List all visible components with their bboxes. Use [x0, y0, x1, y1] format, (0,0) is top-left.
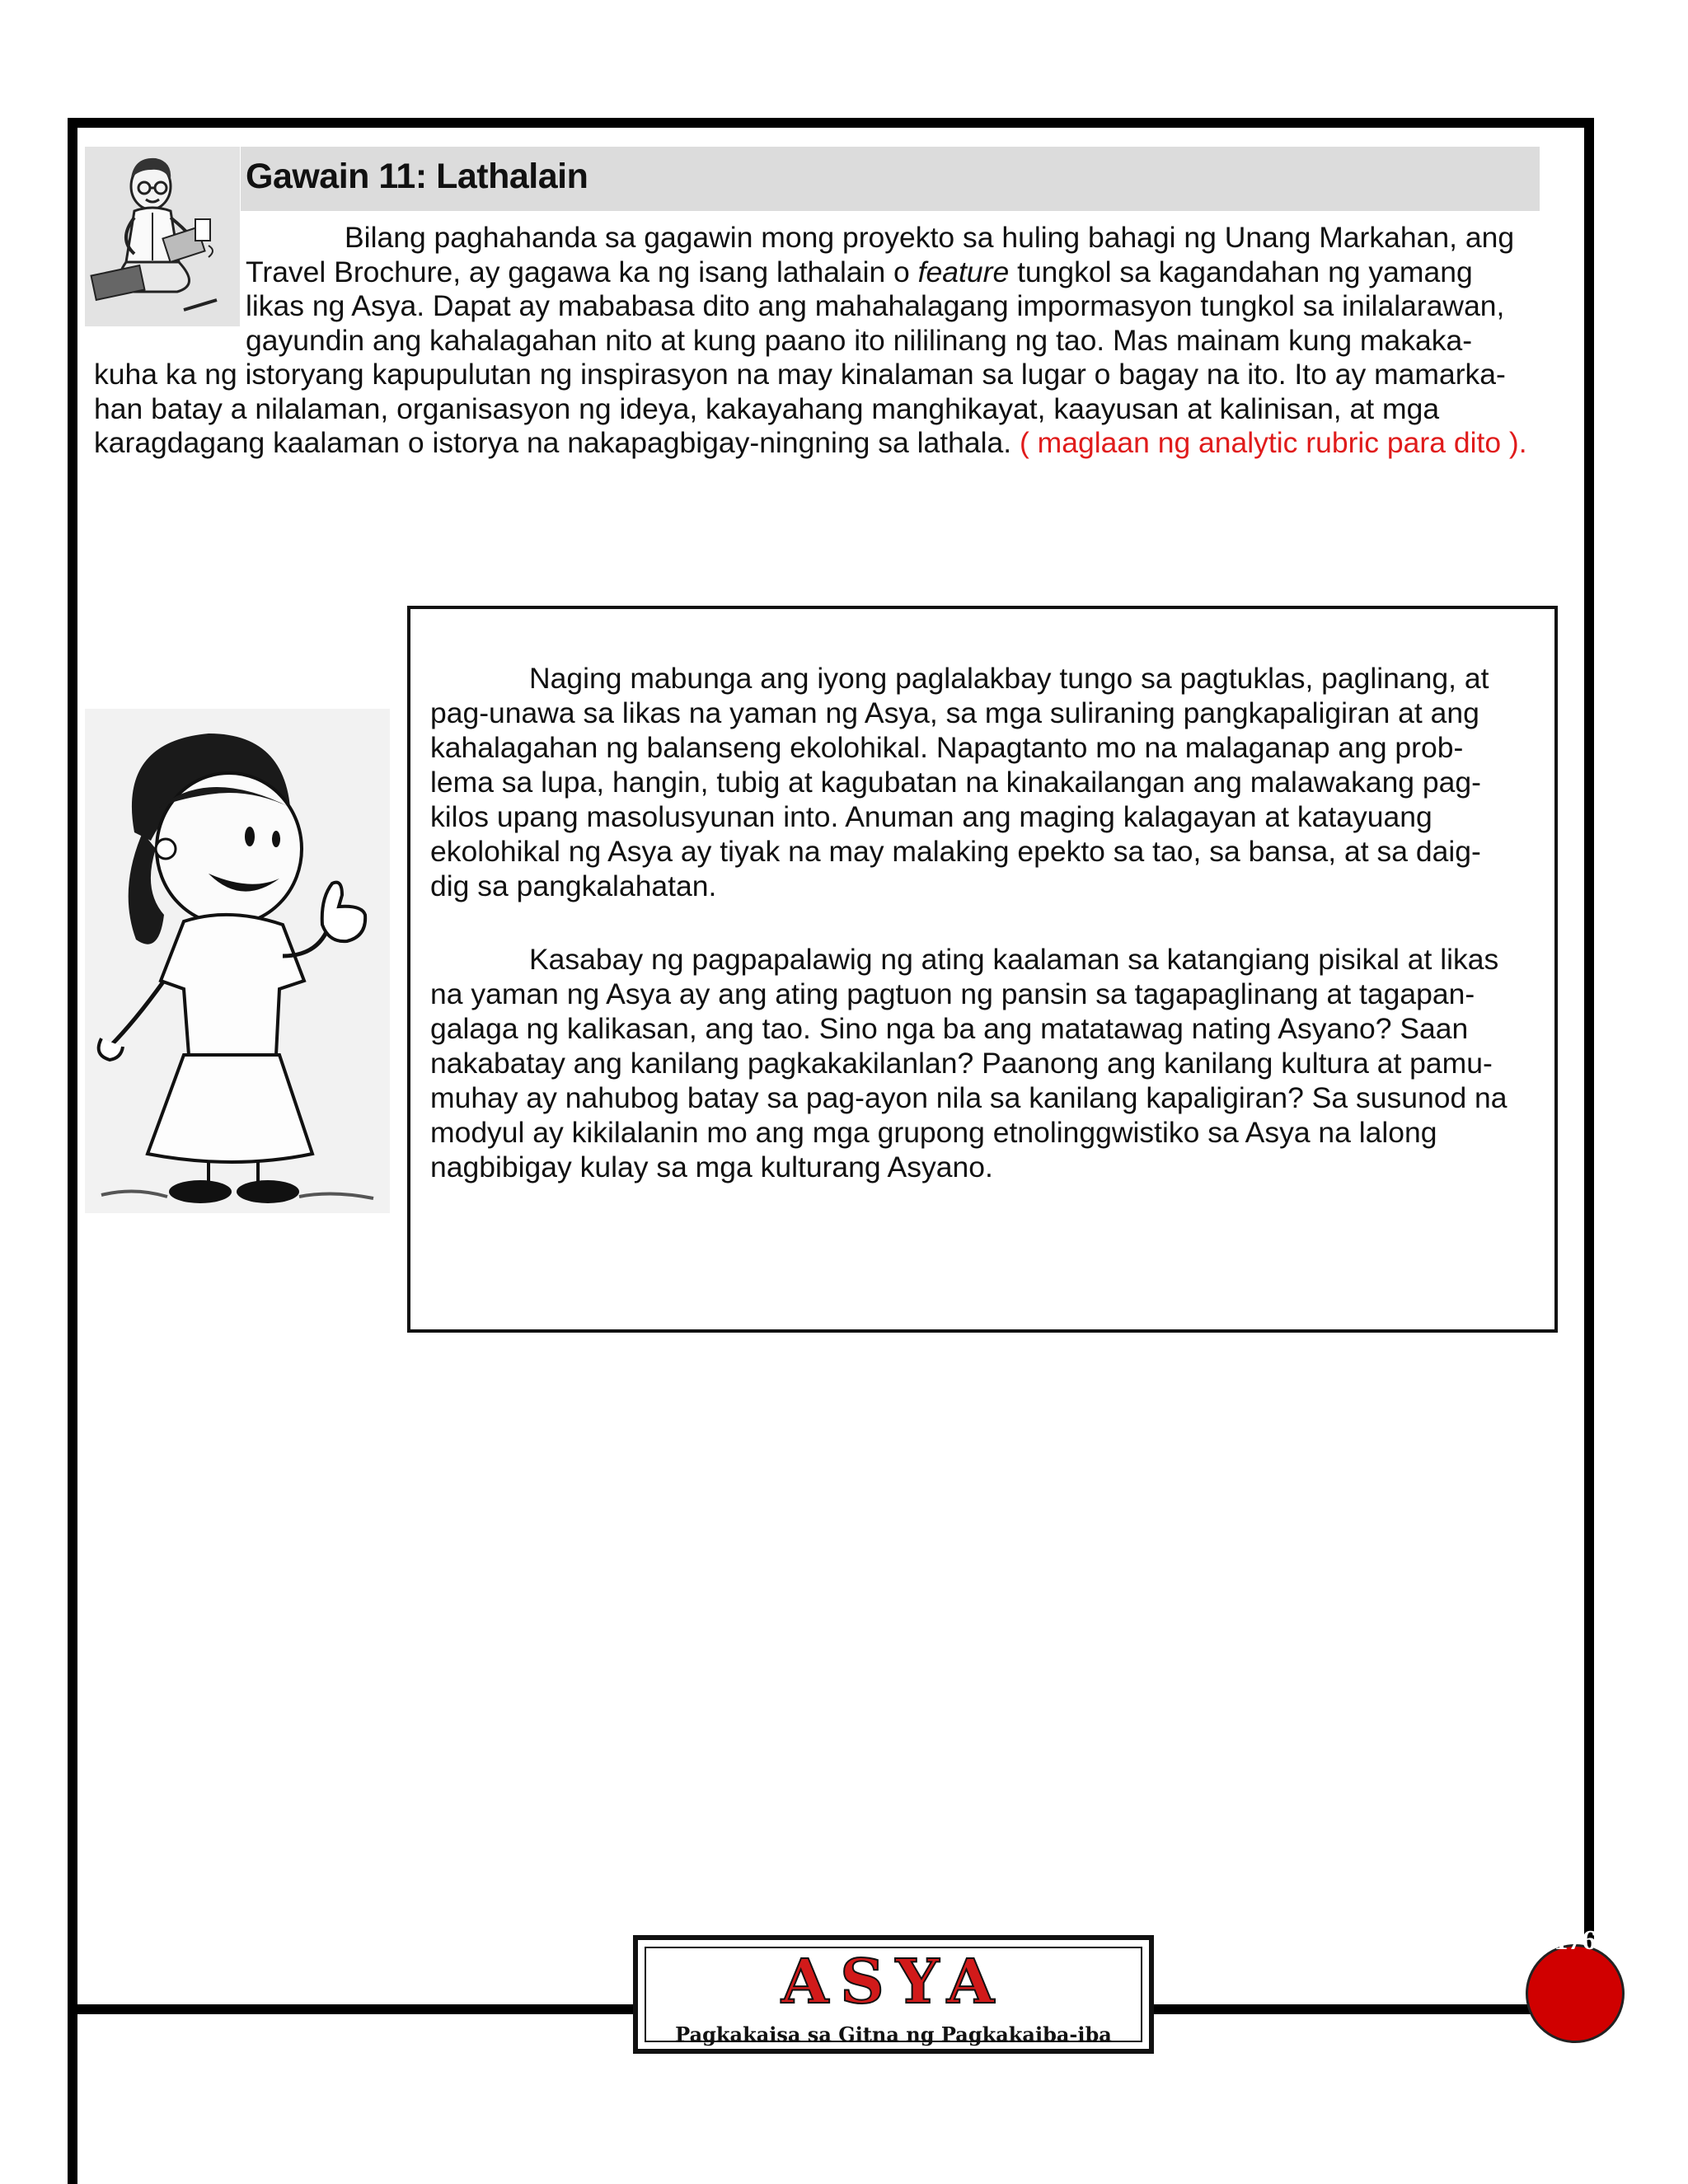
box-p2-line-7: nagbibigay kulay sa mga kulturang Asyano.	[430, 1151, 993, 1183]
intro-line-2: Travel Brochure, ay gagawa ka ng isang lathalain o	[246, 255, 918, 288]
intro-line-3: likas ng Asya. Dapat ay mababasa dito ang mahahalagang impormasyon tungkol sa inilalarawan,	[246, 289, 1505, 322]
page-number: 176	[1554, 1925, 1597, 1956]
box-p2-line-3: galaga ng kalikasan, ang tao. Sino nga ba ang matatawag nating Asyano? Saan	[430, 1012, 1469, 1045]
box-paragraph-2	[430, 942, 1559, 1184]
intro-line-4: gayundin ang kahalagahan nito at kung paano ito nililinang ng tao. Mas mainam kung makaka-	[246, 323, 1473, 357]
page-frame-top	[68, 118, 1594, 128]
girl-illustration	[85, 709, 390, 1213]
logo-word: ASYA	[781, 1947, 1006, 2018]
box-paragraph-1	[430, 661, 1559, 903]
box-p2-line-4: nakabatay ang kanilang pagkakakilanlan? Paanong ang kanilang kultura at pamu-	[430, 1047, 1493, 1080]
page-number-badge	[1526, 1944, 1625, 2043]
box-p2-line-6: modyul ay kikilalanin mo ang mga grupong etnolinggwistiko sa Asya na lalong	[430, 1116, 1437, 1149]
box-p1-line-6: ekolohikal ng Asya ay tiyak na may malaking epekto sa tao, sa bansa, at sa daig-	[430, 835, 1481, 868]
box-p2-line-1: Kasabay ng pagpapalawig ng ating kaalaman sa katangiang pisikal at likas	[529, 943, 1499, 976]
teacher-illustration	[85, 147, 240, 326]
box-p2-line-5: muhay ay nahubog batay sa pag-ayon nila sa kanilang kapaligiran? Sa susunod na	[430, 1081, 1507, 1114]
box-p1-line-4: lema sa lupa, hangin, tubig at kagubatan na kinakailangan ang malawakang pag-	[430, 766, 1481, 799]
intro-paragraph-indented	[246, 221, 1546, 358]
intro-line-6: han batay a nilalaman, organisasyon ng ideya, kakayahang manghikayat, kaayusan at kalinisan, at mga	[94, 391, 1440, 425]
box-p1-line-5: kilos upang masolusyunan into. Anuman ang maging kalagayan at katayuang	[430, 800, 1432, 833]
box-p1-line-7: dig sa pangkalahatan.	[430, 869, 717, 902]
intro-line-1: Bilang paghahanda sa gagawin mong proyekto sa huling bahagi ng Unang Markahan, ang	[345, 221, 1515, 254]
intro-line-7: karagdagang kaalaman o istorya na nakapagbigay-ningning sa lathala.	[94, 426, 1020, 459]
boy-reading-icon	[85, 147, 240, 326]
asya-logo	[633, 1935, 1154, 2054]
box-p2-line-2: na yaman ng Asya ay ang ating pagtuon ng pansin sa tagapaglinang at tagapan-	[430, 977, 1475, 1010]
box-p1-line-1: Naging mabunga ang iyong paglalakbay tungo sa pagtuklas, paglinang, at	[529, 662, 1489, 695]
box-p1-line-3: kahalagahan ng balanseng ekolohikal. Napagtanto mo na malaganap ang prob-	[430, 731, 1464, 764]
page-frame-right	[1584, 118, 1594, 2018]
logo-subtitle: Pagkakaisa sa Gitna ng Pagkakaiba-iba	[675, 2022, 1112, 2046]
girl-thumbs-up-icon	[85, 709, 390, 1213]
intro-line-2-end: tungkol sa kagandahan ng yamang	[1009, 255, 1473, 288]
activity-title: Gawain 11: Lathalain	[246, 157, 588, 196]
intro-paragraph-full	[94, 358, 1578, 461]
intro-line-5: kuha ka ng istoryang kapupulutan ng inspirasyon na may kinalaman sa lugar o bagay na ito. Ito ay mamarka-	[94, 358, 1506, 391]
teacher-note: ( maglaan ng analytic rubric para dito ).	[1019, 426, 1527, 459]
box-p1-line-2: pag-unawa sa likas na yaman ng Asya, sa mga suliraning pangkapaligiran at ang	[430, 696, 1479, 729]
intro-feature-word: feature	[917, 255, 1010, 288]
page-frame-left	[68, 118, 77, 2184]
